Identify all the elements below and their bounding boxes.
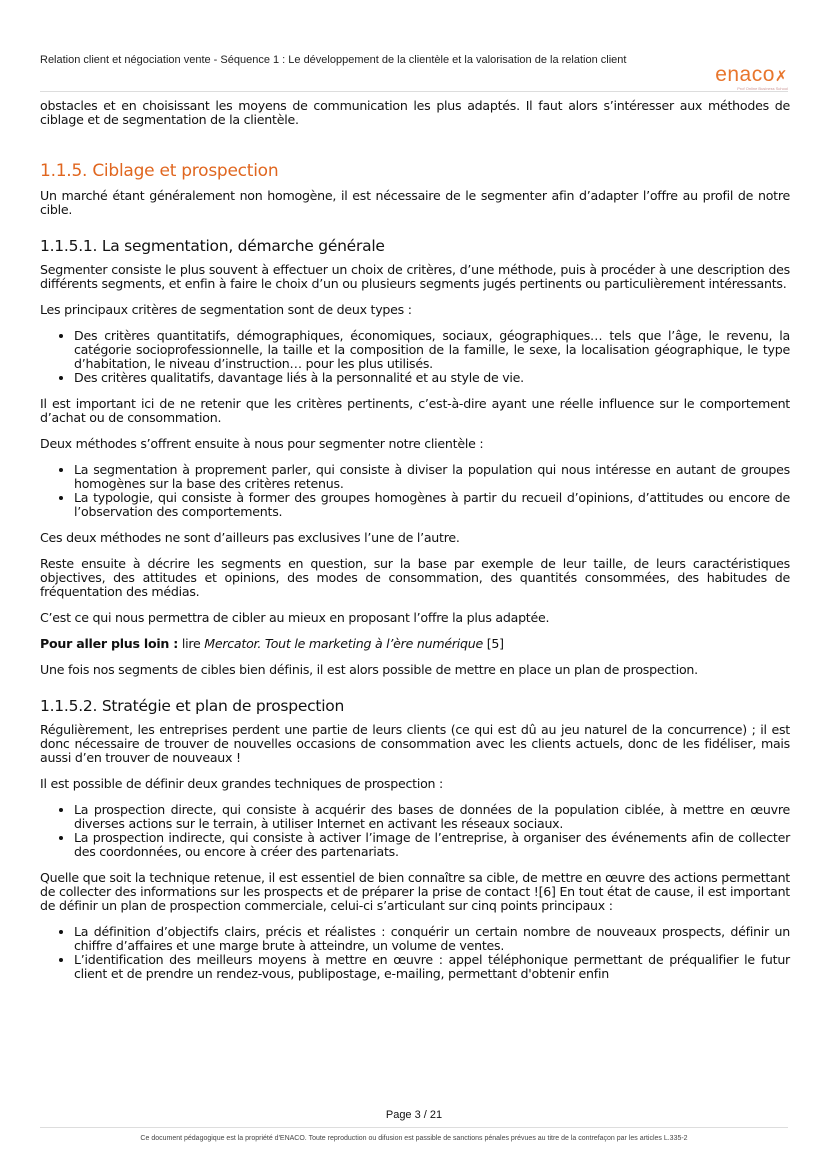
paragraph: obstacles et en choisissant les moyens de communication les plus adaptés. Il faut alors s’intéresser aux méthodes de ciblage et de segmentation de la clientèle.	[40, 98, 790, 127]
header-divider	[40, 91, 788, 92]
subsection-heading: 1.1.5.1. La segmentation, démarche générale	[40, 237, 385, 255]
subsection-heading: 1.1.5.2. Stratégie et plan de prospection	[40, 697, 345, 715]
paragraph: Deux méthodes s’offrent ensuite à nous pour segmenter notre clientèle :	[40, 436, 484, 451]
list-item: • La segmentation à proprement parler, qui consiste à diviser la population qui nous intéresse en autant de groupes homogènes sur la base des critères retenus.	[74, 463, 790, 491]
list-item: • La prospection indirecte, qui consiste à activer l’image de l’entreprise, à organiser des événements afin de collecter des coordonnées, ou encore à créer des partenariats.	[74, 831, 790, 859]
reference: [5]	[483, 636, 504, 651]
paragraph: Une fois nos segments de cibles bien définis, il est alors possible de mettre en place un plan de prospection.	[40, 662, 698, 677]
list-item: • La typologie, qui consiste à former des groupes homogènes à partir du recueil d’opinions, d’attitudes ou encore de l’observation des comportements.	[74, 491, 790, 519]
page-content	[40, 99, 790, 993]
plan-list	[40, 925, 790, 981]
paragraph: Un marché étant généralement non homogène, il est nécessaire de le segmenter afin d’adapter l’offre au profil de notre cible.	[40, 188, 790, 217]
page-number: Page 3 / 21	[385, 1109, 443, 1121]
list-item: • L’identification des meilleurs moyens à mettre en œuvre : appel téléphonique permettant de préqualifier le futur client et de prendre un rendez-vous, publipostage, e-mailing, permettant d'obtenir enfin	[74, 953, 790, 981]
paragraph: Segmenter consiste le plus souvent à effectuer un choix de critères, d’une méthode, puis à procéder à une description des différents segments, et enfin à faire le choix d’un ou plusieurs segments jugés pertinents ou particulièrement intéressants.	[40, 262, 790, 291]
paragraph: C’est ce qui nous permettra de cibler au mieux en proposant l’offre la plus adaptée.	[40, 610, 550, 625]
methods-list	[40, 463, 790, 519]
text: lire	[178, 636, 205, 651]
list-item: • Des critères qualitatifs, davantage liés à la personnalité et au style de vie.	[74, 371, 790, 385]
paragraph: Il est important ici de ne retenir que les critères pertinents, c’est-à-dire ayant une réelle influence sur le comportement d’achat ou de consommation.	[40, 396, 790, 425]
running-header: Relation client et négociation vente - Séquence 1 : Le développement de la clientèle et la valorisation de la relation client	[40, 54, 627, 66]
copyright-notice: Ce document pédagogique est la propriété d'ENACO. Toute reproduction ou difusion est passible de sanctions pénales prévues au titre de la contrefaçon par les articles L.335-2	[140, 1135, 688, 1142]
paragraph: Il est possible de définir deux grandes techniques de prospection :	[40, 776, 444, 791]
paragraph: Les principaux critères de segmentation sont de deux types :	[40, 302, 412, 317]
footer-divider	[40, 1127, 788, 1128]
techniques-list	[40, 803, 790, 859]
book-title: Mercator. Tout le marketing à l’ère numérique	[204, 636, 483, 651]
paragraph: Quelle que soit la technique retenue, il est essentiel de bien connaître sa cible, de mettre en œuvre des actions permettant de collecter des informations sur les prospects et de préparer la prise de contact ![6] En tout état de cause, il est important de définir un plan de prospection commerciale, celui-ci s’articulant sur cinq points principaux :	[40, 870, 790, 913]
enaco-logo: enaco✗ Prof Online Business School	[715, 63, 788, 91]
list-item: • La prospection directe, qui consiste à acquérir des bases de données de la population ciblée, à mettre en œuvre diverses actions sur le terrain, à utiliser Internet en activant les réseaux sociaux.	[74, 803, 790, 831]
section-heading: 1.1.5. Ciblage et prospection	[40, 161, 279, 181]
paragraph: Ces deux méthodes ne sont d’ailleurs pas exclusives l’une de l’autre.	[40, 530, 460, 545]
further-reading	[40, 637, 790, 651]
list-item: • La définition d’objectifs clairs, précis et réalistes : conquérir un certain nombre de nouveaux prospects, définir un chiffre d’affaires et une marge brute à atteindre, un volume de ventes.	[74, 925, 790, 953]
list-item: • Des critères quantitatifs, démographiques, économiques, sociaux, géographiques… tels que l’âge, le revenu, la catégorie socioprofessionnelle, la taille et la composition de la famille, le sexe, la localisation géographique, le type d’habitation, le niveau d’instruction… pour les plus utilisés.	[74, 329, 790, 371]
further-reading-label: Pour aller plus loin :	[40, 636, 179, 651]
paragraph: Régulièrement, les entreprises perdent une partie de leurs clients (ce qui est dû au jeu naturel de la concurrence) ; il est donc nécessaire de trouver de nouvelles occasions de consommation avec les clients actuels, donc de les fidéliser, mais aussi d’en trouver de nouveaux !	[40, 722, 790, 765]
criteria-list	[40, 329, 790, 385]
paragraph: Reste ensuite à décrire les segments en question, sur la base par exemple de leur taille, de leurs caractéristiques objectives, des attitudes et opinions, des modes de consommation, des quantités consommées, des habitudes de fréquentation des médias.	[40, 556, 790, 599]
